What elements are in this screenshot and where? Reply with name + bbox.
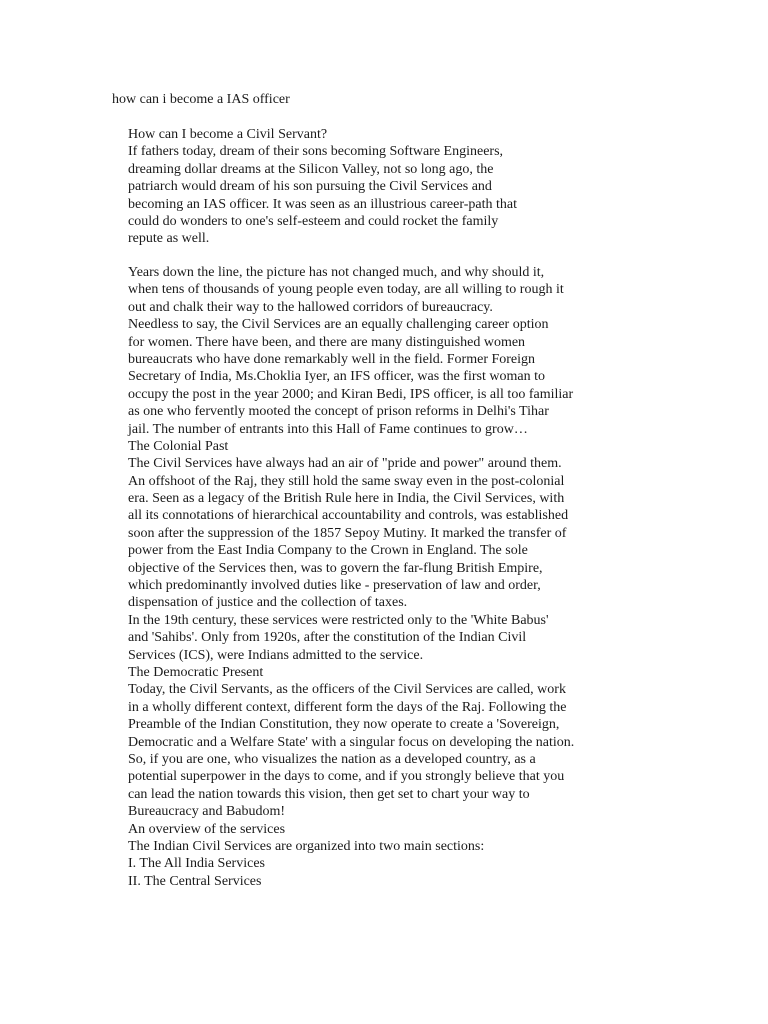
intro-paragraph — [128, 126, 598, 248]
body-line: In the 19th century, these services were restricted only to the 'White Babus' — [128, 612, 549, 628]
body-line: all its connotations of hierarchical accountability and controls, was established — [128, 508, 569, 524]
intro-line: How can I become a Civil Servant? — [128, 127, 328, 142]
intro-line: could do wonders to one's self-esteem and could rocket the family — [128, 213, 499, 229]
body-line: The Indian Civil Services are organized into two main sections: — [128, 838, 485, 854]
intro-line: If fathers today, dream of their sons becoming Software Engineers, — [128, 144, 504, 160]
body-line: Preamble of the Indian Constitution, they now operate to create a 'Sovereign, — [128, 717, 560, 733]
body-line: soon after the suppression of the 1857 Sepoy Mutiny. It marked the transfer of — [128, 525, 567, 541]
section-heading-colonial-past: The Colonial Past — [128, 438, 229, 454]
intro-line: patriarch would dream of his son pursuing the Civil Services and — [128, 179, 492, 195]
body-line: in a wholly different context, different form the days of the Raj. Following the — [128, 699, 567, 715]
body-line: dispensation of justice and the collection of taxes. — [128, 595, 408, 611]
body-line: potential superpower in the days to come, and if you strongly believe that you — [128, 769, 565, 785]
body-line: Today, the Civil Servants, as the officers of the Civil Services are called, work — [128, 682, 566, 698]
body-line: An offshoot of the Raj, they still hold the same sway even in the post-colonial — [128, 473, 565, 489]
intro-line: becoming an IAS officer. It was seen as an illustrious career-path that — [128, 196, 517, 212]
section-heading-overview: An overview of the services — [128, 821, 286, 837]
body-line: The Civil Services have always had an air of "pride and power" around them. — [128, 456, 562, 472]
body-line: jail. The number of entrants into this Hall of Fame continues to grow… — [128, 421, 528, 437]
body-text — [128, 264, 608, 890]
body-line: Democratic and a Welfare State' with a singular focus on developing the nation. — [128, 734, 575, 750]
body-line: which predominantly involved duties like - preservation of law and order, — [128, 578, 541, 594]
body-line: So, if you are one, who visualizes the nation as a developed country, as a — [128, 751, 536, 767]
intro-line: repute as well. — [128, 231, 210, 247]
body-line: and 'Sahibs'. Only from 1920s, after the constitution of the Indian Civil — [128, 630, 527, 646]
body-line: Bureaucracy and Babudom! — [128, 804, 286, 820]
body-line: era. Seen as a legacy of the British Rule here in India, the Civil Services, with — [128, 491, 565, 507]
list-item-all-india-services: I. The All India Services — [128, 856, 265, 872]
body-line: Needless to say, the Civil Services are an equally challenging career option — [128, 317, 549, 333]
body-line: occupy the post in the year 2000; and Kiran Bedi, IPS officer, is all too familiar — [128, 386, 574, 402]
document-title: how can i become a IAS officer — [112, 92, 290, 107]
section-heading-democratic-present: The Democratic Present — [128, 664, 264, 680]
body-line: Services (ICS), were Indians admitted to the service. — [128, 647, 424, 663]
body-line: power from the East India Company to the Crown in England. The sole — [128, 543, 528, 559]
body-line: Secretary of India, Ms.Choklia Iyer, an IFS officer, was the first woman to — [128, 369, 545, 385]
body-line: Years down the line, the picture has not changed much, and why should it, — [128, 265, 545, 280]
list-item-central-services: II. The Central Services — [128, 873, 262, 889]
body-line: when tens of thousands of young people even today, are all willing to rough it — [128, 282, 564, 298]
body-line: as one who fervently mooted the concept of prison reforms in Delhi's Tihar — [128, 404, 549, 420]
body-line: objective of the Services then, was to govern the far-flung British Empire, — [128, 560, 543, 576]
body-line: bureaucrats who have done remarkably well in the field. Former Foreign — [128, 351, 536, 367]
body-line: for women. There have been, and there are many distinguished women — [128, 334, 526, 350]
intro-line: dreaming dollar dreams at the Silicon Valley, not so long ago, the — [128, 161, 494, 177]
body-line: out and chalk their way to the hallowed corridors of bureaucracy. — [128, 299, 493, 315]
body-line: can lead the nation towards this vision, then get set to chart your way to — [128, 786, 530, 802]
